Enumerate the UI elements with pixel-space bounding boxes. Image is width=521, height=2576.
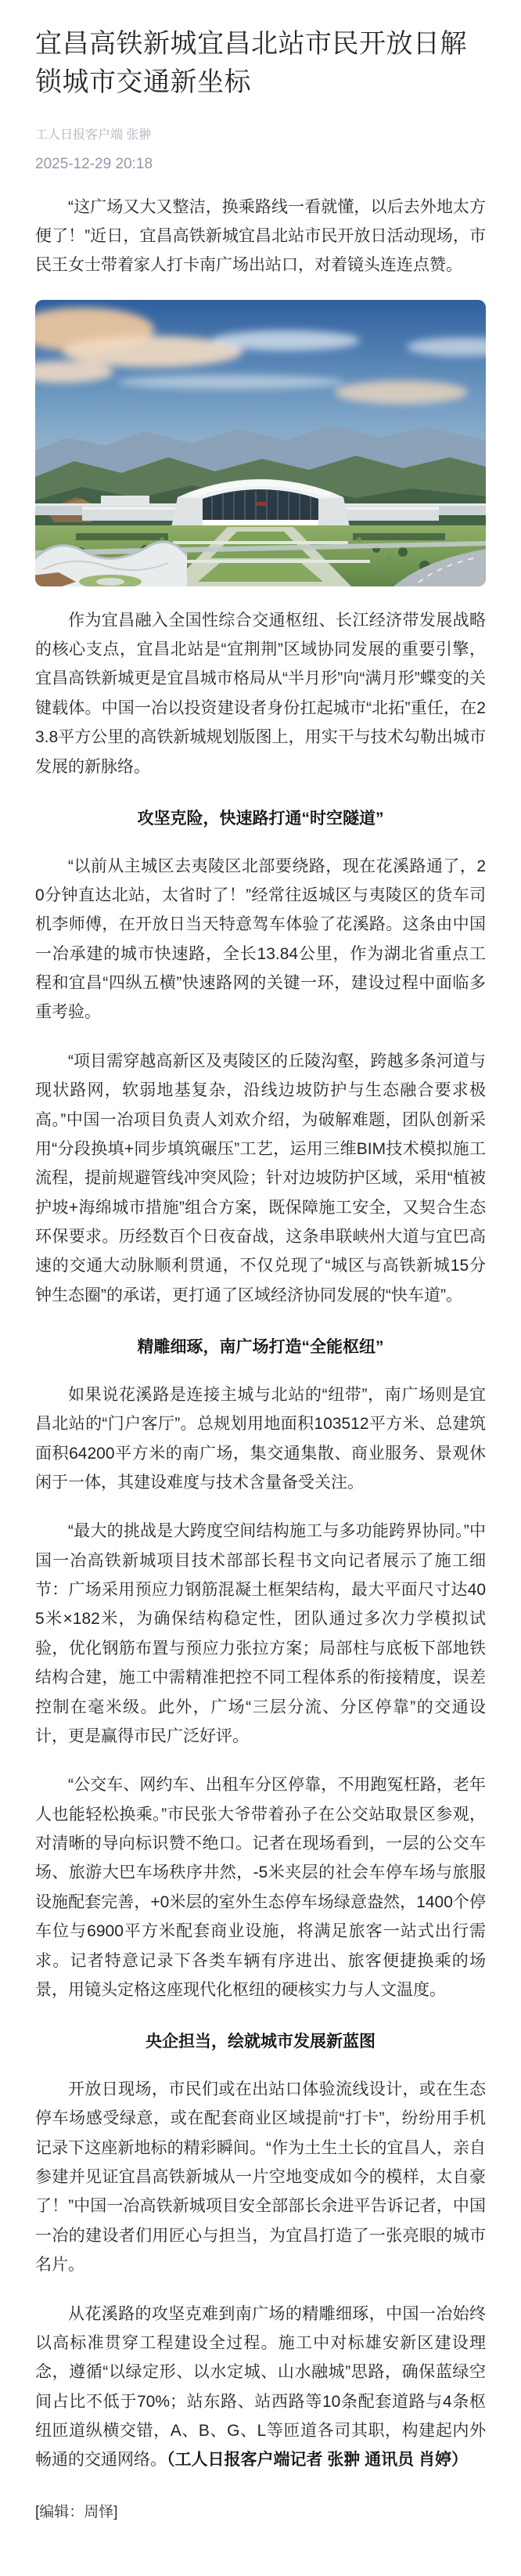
editor-line: [编辑：周怿]: [35, 2503, 118, 2520]
author-credit: （工人日报客户端记者 张翀 通讯员 肖婷）: [167, 2451, 469, 2470]
paragraph: “项目需穿越高新区及夷陵区的丘陵沟壑，跨越多条河道与现状路网，软弱地基复杂，沿线边坡防护与生态融合要求极高。”中国一冶项目负责人刘欢介绍，为破解难题，团队创新采用“分段换填+同步填筑碾压”工艺，运用三维BIM技术模拟施工流程，提前规避管线冲突风险；针对边坡防护区域，采用“植被护坡+海绵城市措施”组合方案，既保障施工安全，又契合生态环保要求。历经数百个日夜奋战，这条串联峡州大道与宜巴高速的交通大动脉顺利贯通，不仅兑现了“城区与高铁新城15分钟生态圈”的承诺，更打通了区域经济协同发展的“快车道”。: [35, 1052, 486, 1304]
section-heading-1: 攻坚克险，快速路打通“时空隧道”: [137, 809, 384, 828]
byline-source: 工人日报客户端 张翀: [35, 128, 152, 142]
paragraph: “公交车、网约车、出租车分区停靠，不用跑冤枉路，老年人也能轻松换乘。”市民张大爷带着孙子在公交站取景区参观，对清晰的导向标识赞不绝口。记者在现场看到，一层的公交车场、旅游大巴车场秩序井然，-5米夹层的社会车停车场与旅服设施配套完善，+0米层的室外生态停车场绿意盎然，1400个停车位与6900平方米配套商业设施，将满足旅客一站式出行需求。记者特意记录下各类车辆有序进出、旅客便捷换乘的场景，用镜头定格这座现代化枢纽的硬核实力与人文温度。: [35, 1776, 486, 1999]
paragraph: “以前从主城区去夷陵区北部要绕路，现在花溪路通了，20分钟直达北站，太省时了！”经常往返城区与夷陵区的货车司机李师傅，在开放日当天特意驾车体验了花溪路。这条由中国一冶承建的城市快速路，全长13.84公里，作为湖北省重点工程和宜昌“四纵五横”快速路网的关键一环，建设过程中面临多重考验。: [35, 857, 486, 1022]
paragraph: 作为宜昌融入全国性综合交通枢纽、长江经济带发展战略的核心支点，宜昌北站是“宜荆荆”区域协同发展的重要引擎，宜昌高铁新城更是宜昌城市格局从“半月形”向“满月形”蝶变的关键载体。中国一冶以投资建设者身份扛起城市“北拓”重任，在23.8平方公里的高铁新城规划版图上，用实干与技术勾勒出城市发展的新脉络。: [35, 611, 486, 776]
station-aerial-photo-illustration: [35, 300, 486, 586]
closing-text: 从花溪路的攻坚克难到南广场的精雕细琢，中国一冶始终以高标准贯穿工程建设全过程。施工中对标雄安新区建设理念，遵循“以绿定形、以水定城、山水融城”思路，确保蓝绿空间占比不低于70%；站东路、站西路等10条配套道路与4条枢纽匝道纵横交错，A、B、G、L等匝道各司其职，构建起内外畅通的交通网络。: [35, 2304, 486, 2470]
paragraph: “最大的挑战是大跨度空间结构施工与多功能跨界协同。”中国一冶高铁新城项目技术部部长程书文向记者展示了施工细节：广场采用预应力钢筋混凝土框架结构，最大平面尺寸达405米×182米，为确保结构稳定性，团队通过多次力学模拟试验，优化钢筋布置与预应力张拉方案；局部柱与底板下部地铁结构合建，施工中需精准把控不同工程体系的衔接精度，误差控制在毫米级。此外，广场“三层分流、分区停靠”的交通设计，更是赢得市民广泛好评。: [35, 1522, 486, 1745]
article-title: 宜昌高铁新城宜昌北站市民开放日解锁城市交通新坐标: [35, 29, 467, 98]
hero-image[interactable]: [35, 300, 486, 586]
paragraph-closing: [35, 2300, 486, 2475]
section-heading-3: 央企担当，绘就城市发展新蓝图: [146, 2033, 375, 2051]
section-heading-2: 精雕细琢，南广场打造“全能枢纽”: [137, 1338, 384, 1357]
paragraph: 开放日现场，市民们或在出站口体验流线设计，或在生态停车场感受绿意，或在配套商业区域提前“打卡”，纷纷用手机记录下这座新地标的精彩瞬间。“作为土生土长的宜昌人，亲自参建并见证宜昌高铁新城从一片空地变成如今的模样，太自豪了！”中国一冶高铁新城项目安全部部长余进平告诉记者，中国一冶的建设者们用匠心与担当，为宜昌打造了一张亮眼的城市名片。: [35, 2080, 486, 2275]
paragraph-lead: “这广场又大又整洁，换乘路线一看就懂，以后去外地太方便了！”近日，宜昌高铁新城宜昌北站市民开放日活动现场，市民王女士带着家人打卡南广场出站口，对着镜头连连点赞。: [35, 197, 486, 275]
paragraph: 如果说花溪路是连接主城与北站的“纽带”，南广场则是宜昌北站的“门户客厅”。总规划用地面积103512平方米、总建筑面积64200平方米的南广场，集交通集散、商业服务、景观休闲于一体，其建设难度与技术含量备受关注。: [35, 1385, 486, 1492]
publish-date: 2025-12-29 20:18: [35, 155, 153, 172]
